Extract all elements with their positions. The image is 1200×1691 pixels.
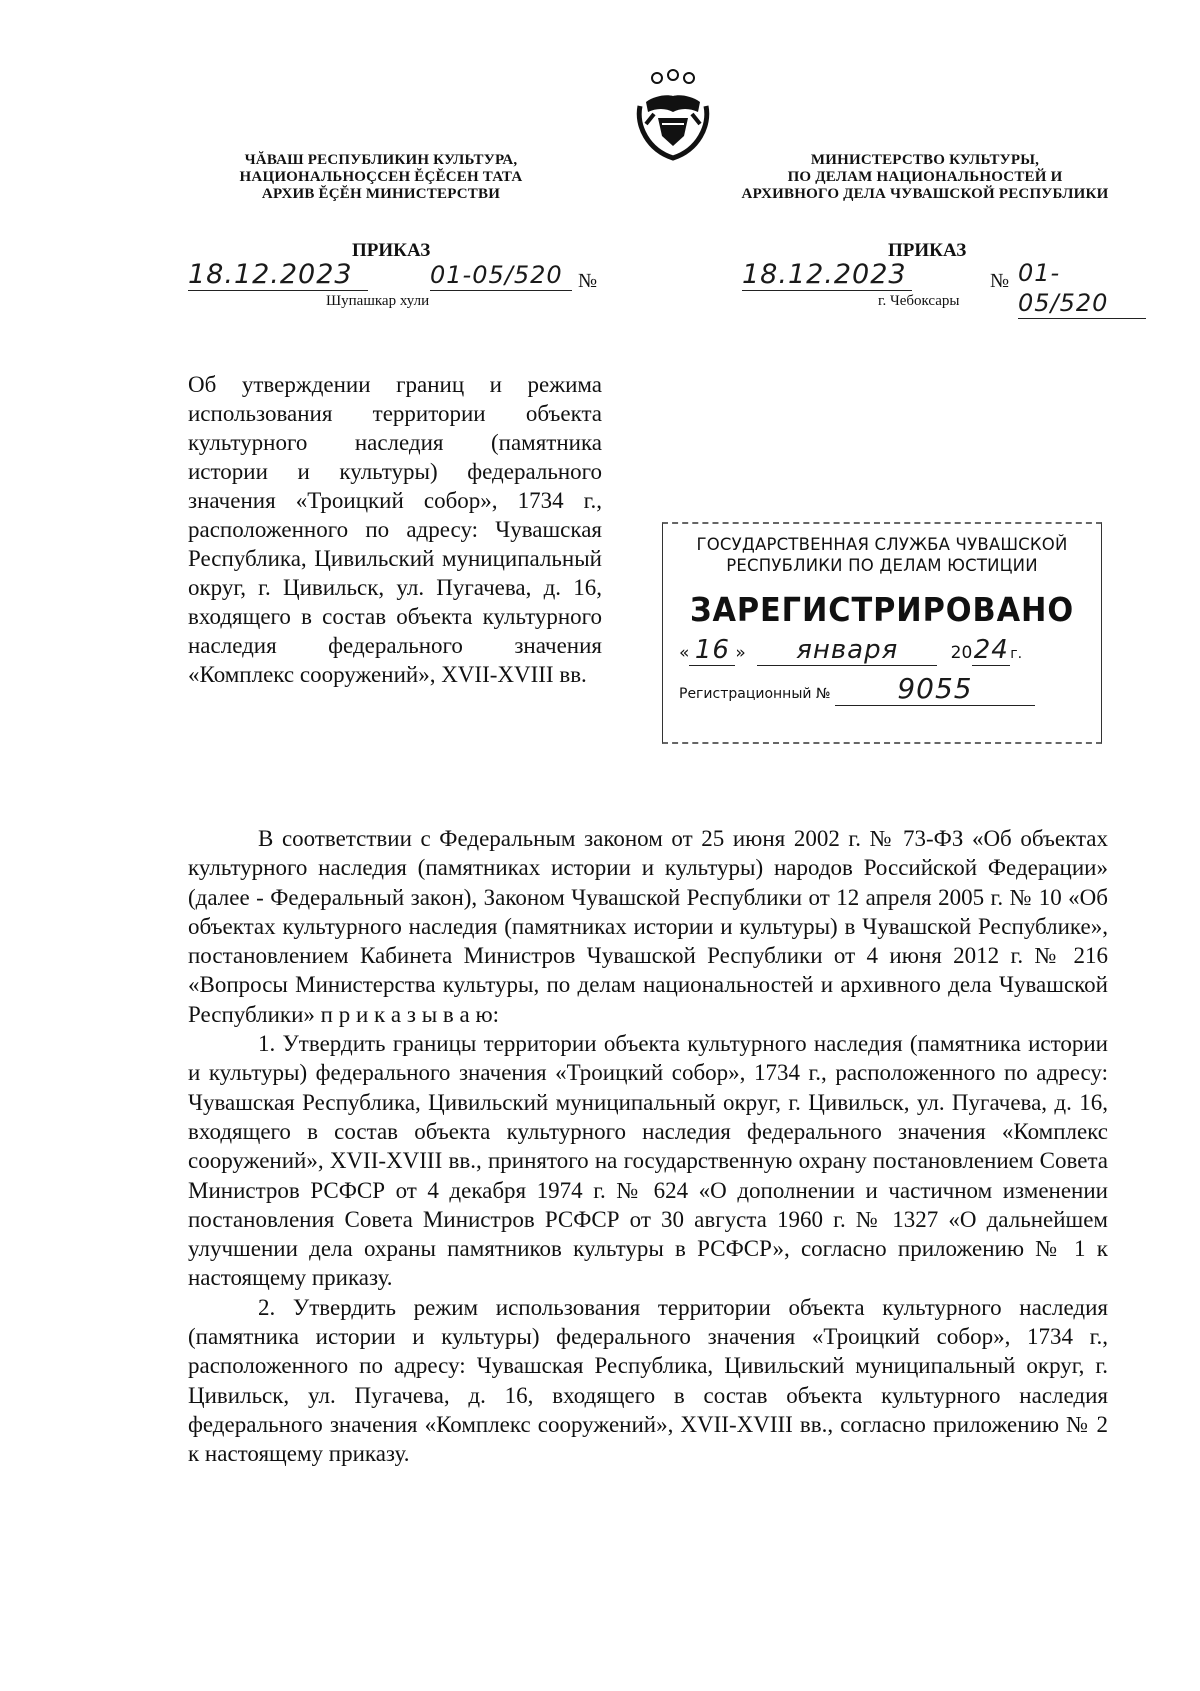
header-left-prikaz: ПРИКАЗ <box>352 240 431 261</box>
stamp-reg-row <box>663 672 1101 706</box>
paragraph-item-2: 2. Утвердить режим использования территории объекта культурного наследия (памятника истории и культуры) федерального значения «Троицкий собор», 1734 г., расположенного по адресу: Чувашская Республика, Цивильский муниципальный округ, г. Цивильск, ул. Пугачева, д. 16, входящего в состав объекта культурного наследия федерального значения «Комплекс сооружений», XVII-XVIII вв., согласно приложению № 2 к настоящему приказу. <box>188 1294 1108 1467</box>
stamp-status: ЗАРЕГИСТРИРОВАНО <box>689 590 1075 629</box>
coat-of-arms-emblem <box>632 66 714 162</box>
header-left-no-sign: № <box>578 270 598 292</box>
paragraph-item-1: 1. Утвердить границы территории объекта культурного наследия (памятника истории и культуры) федерального значения «Троицкий собор», 1734 г., расположенного по адресу: Чувашская Республика, Цивильский муниципальный округ, г. Цивильск, ул. Пугачева, д. 16, входящего в состав объекта культурного наследия федерального значения «Комплекс сооружений», XVII-XVIII вв., принятого на государственную охрану постановлением Совета Министров РСФСР от 4 декабря 1974 г. № 624 «О дополнении и частичном изменении постановления Совета Министров РСФСР от 30 августа 1960 г. № 1327 «О дальнейшем улучшении дела охраны памятников культуры в РСФСР», согласно приложению № 1 к настоящему приказу. <box>188 1031 1108 1291</box>
stamp-day: 16 <box>689 635 735 666</box>
header-right-line-2: ПО ДЕЛАМ НАЦИОНАЛЬНОСТЕЙ И <box>787 169 1063 185</box>
stamp-reg-label: Регистрационный № <box>679 686 831 702</box>
stamp-org-line-2: РЕСПУБЛИКИ ПО ДЕЛАМ ЮСТИЦИИ <box>726 556 1038 575</box>
header-right-line-3: АРХИВНОГО ДЕЛА ЧУВАШСКОЙ РЕСПУБЛИКИ <box>741 186 1109 202</box>
stamp-year-unit: г. <box>1010 646 1023 662</box>
header-right-prikaz: ПРИКАЗ <box>888 240 967 261</box>
stamp-org-line-1: ГОСУДАРСТВЕННАЯ СЛУЖБА ЧУВАШСКОЙ <box>696 535 1068 554</box>
header-right-number: 01-05/520 <box>1018 258 1146 319</box>
order-body <box>188 824 1108 1469</box>
header-right-line-1: МИНИСТЕРСТВО КУЛЬТУРЫ, <box>810 152 1040 168</box>
header-left-line-3: АРХИВ ĔÇĔН МИНИСТЕРСТВИ <box>261 186 501 202</box>
registration-stamp <box>662 522 1102 744</box>
stamp-year-suffix: 24 <box>973 635 1009 665</box>
header-left-line-2: НАЦИОНАЛЬНОÇСЕН ĔÇĔСЕН ТАТА <box>239 169 523 185</box>
stamp-date-row: « 16 » января 2024г. <box>679 635 1023 665</box>
order-title: Об утверждении границ и режима использования территории объекта культурного наследия (памятника истории и культуры) федерального значения «Троицкий собор», 1734 г., расположенного по адресу: Чувашская Республика, Цивильский муниципальный округ, г. Цивильск, ул. Пугачева, д. 16, входящего в состав объекта культурного наследия федерального значения «Комплекс сооружений», XVII-XVIII вв. <box>188 372 602 687</box>
header-left-city: Шупашкар хули <box>326 293 430 309</box>
paragraph-preamble: В соответствии с Федеральным законом от 25 июня 2002 г. № 73-ФЗ «Об объектах культурного наследия (памятниках истории и культуры) народов Российской Федерации» (далее - Федеральный закон), Законом Чувашской Республики от 12 апреля 2005 г. № 10 «Об объектах культурного наследия (памятниках истории и культуры) в Чувашской Республике», постановлением Кабинета Министров Чувашской Республики от 4 июня 2012 г. № 216 «Вопросы Министерства культуры, по делам национальностей и архивного дела Чувашской Республики» п р и к а з ы в а ю: <box>188 826 1108 1027</box>
stamp-year-prefix: 20 <box>950 643 973 663</box>
header-right-city: г. Чебоксары <box>878 293 960 309</box>
header-right-org <box>725 152 1125 203</box>
header-left-org <box>220 152 542 203</box>
header-right-date: 18.12.2023 <box>742 260 912 291</box>
header-left-date: 18.12.2023 <box>188 260 368 291</box>
header-left-number: 01-05/520 <box>430 260 572 291</box>
header-left-line-1: ЧĂВАШ РЕСПУБЛИКИН КУЛЬТУРА, <box>244 152 518 168</box>
stamp-month: января <box>757 635 937 666</box>
header-right-no-sign: № <box>990 270 1010 292</box>
stamp-reg-number: 9055 <box>835 672 1035 706</box>
